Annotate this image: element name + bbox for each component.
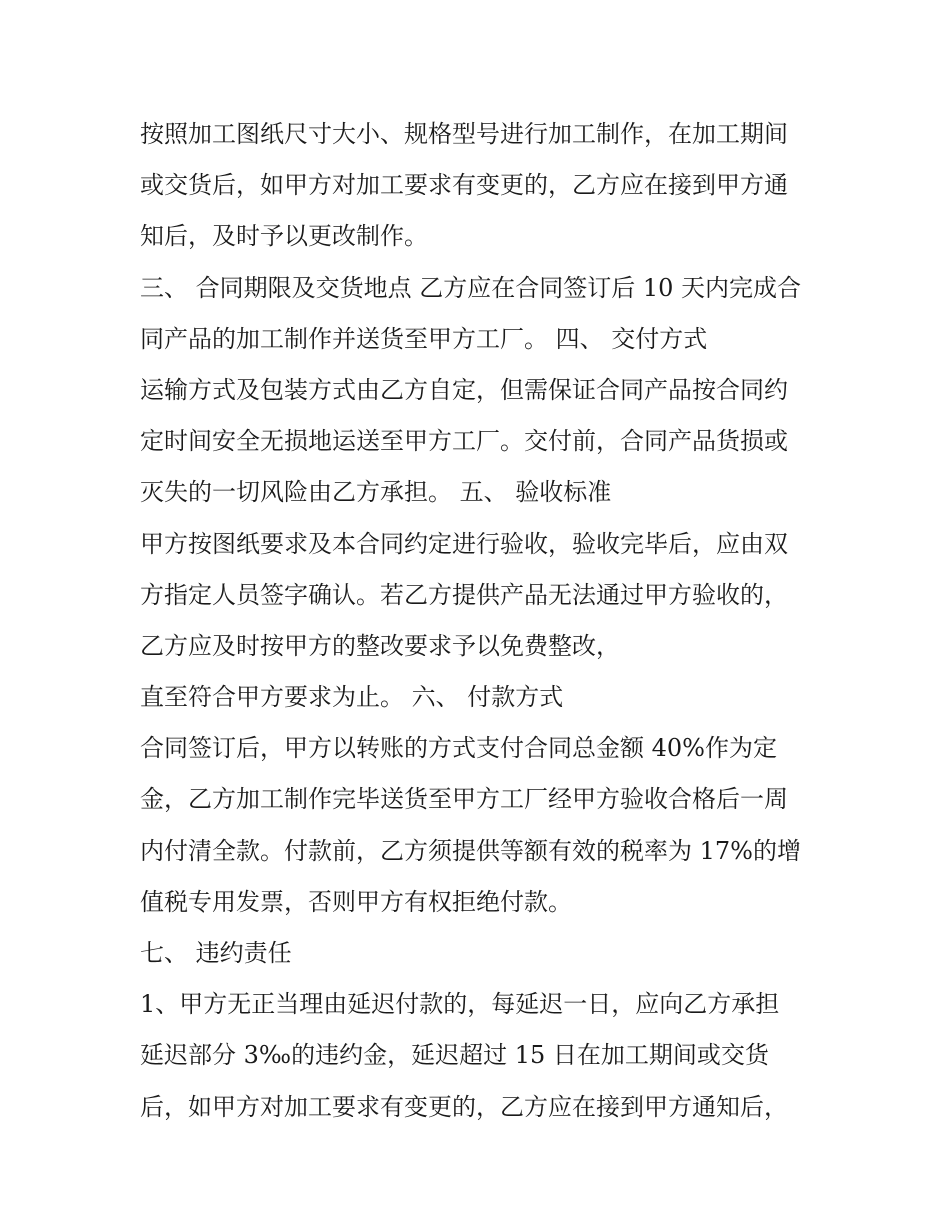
section-heading: 七、 违约责任 — [140, 939, 292, 967]
text-line: 方指定人员签字确认。若乙方提供产品无法通过甲方验收的， — [140, 580, 788, 609]
contract-body — [140, 109, 820, 1133]
text-line: 运输方式及包装方式由乙方自定，但需保证合同产品按合同约 — [140, 375, 788, 404]
text-line: 延迟部分 3‰的违约金，延迟超过 15 日在加工期间或交货 — [140, 1041, 769, 1070]
section-heading-line: 三、 合同期限及交货地点 乙方应在合同签订后 10 天内完成合 — [140, 273, 802, 302]
text-line: 乙方应及时按甲方的整改要求予以免费整改， — [140, 631, 620, 660]
text-line: 金，乙方加工制作完毕送货至甲方工厂经甲方验收合格后一周 — [140, 785, 788, 814]
text-line: 合同签订后，甲方以转账的方式支付合同总金额 40%作为定 — [140, 734, 777, 763]
text-line: 或交货后，如甲方对加工要求有变更的，乙方应在接到甲方通 — [140, 171, 788, 200]
text-line: 内付清全款。付款前，乙方须提供等额有效的税率为 17%的增 — [140, 836, 801, 865]
section-heading-line: 同产品的加工制作并送货至甲方工厂。 四、 交付方式 — [140, 324, 708, 353]
text-line: 按照加工图纸尺寸大小、规格型号进行加工制作，在加工期间 — [140, 120, 788, 148]
text-line: 后，如甲方对加工要求有变更的，乙方应在接到甲方通知后， — [140, 1092, 788, 1121]
text-line: 1、甲方无正当理由延迟付款的，每延迟一日，应向乙方承担 — [140, 990, 780, 1019]
section-heading-line: 灭失的一切风险由乙方承担。 五、 验收标准 — [140, 478, 612, 507]
text-line: 知后，及时予以更改制作。 — [140, 222, 428, 251]
section-heading-line: 直至符合甲方要求为止。 六、 付款方式 — [140, 683, 564, 712]
text-line: 甲方按图纸要求及本合同约定进行验收，验收完毕后，应由双 — [140, 529, 788, 558]
text-line: 定时间安全无损地运送至甲方工厂。交付前，合同产品货损或 — [140, 427, 788, 456]
text-line: 值税专用发票，否则甲方有权拒绝付款。 — [140, 887, 572, 916]
